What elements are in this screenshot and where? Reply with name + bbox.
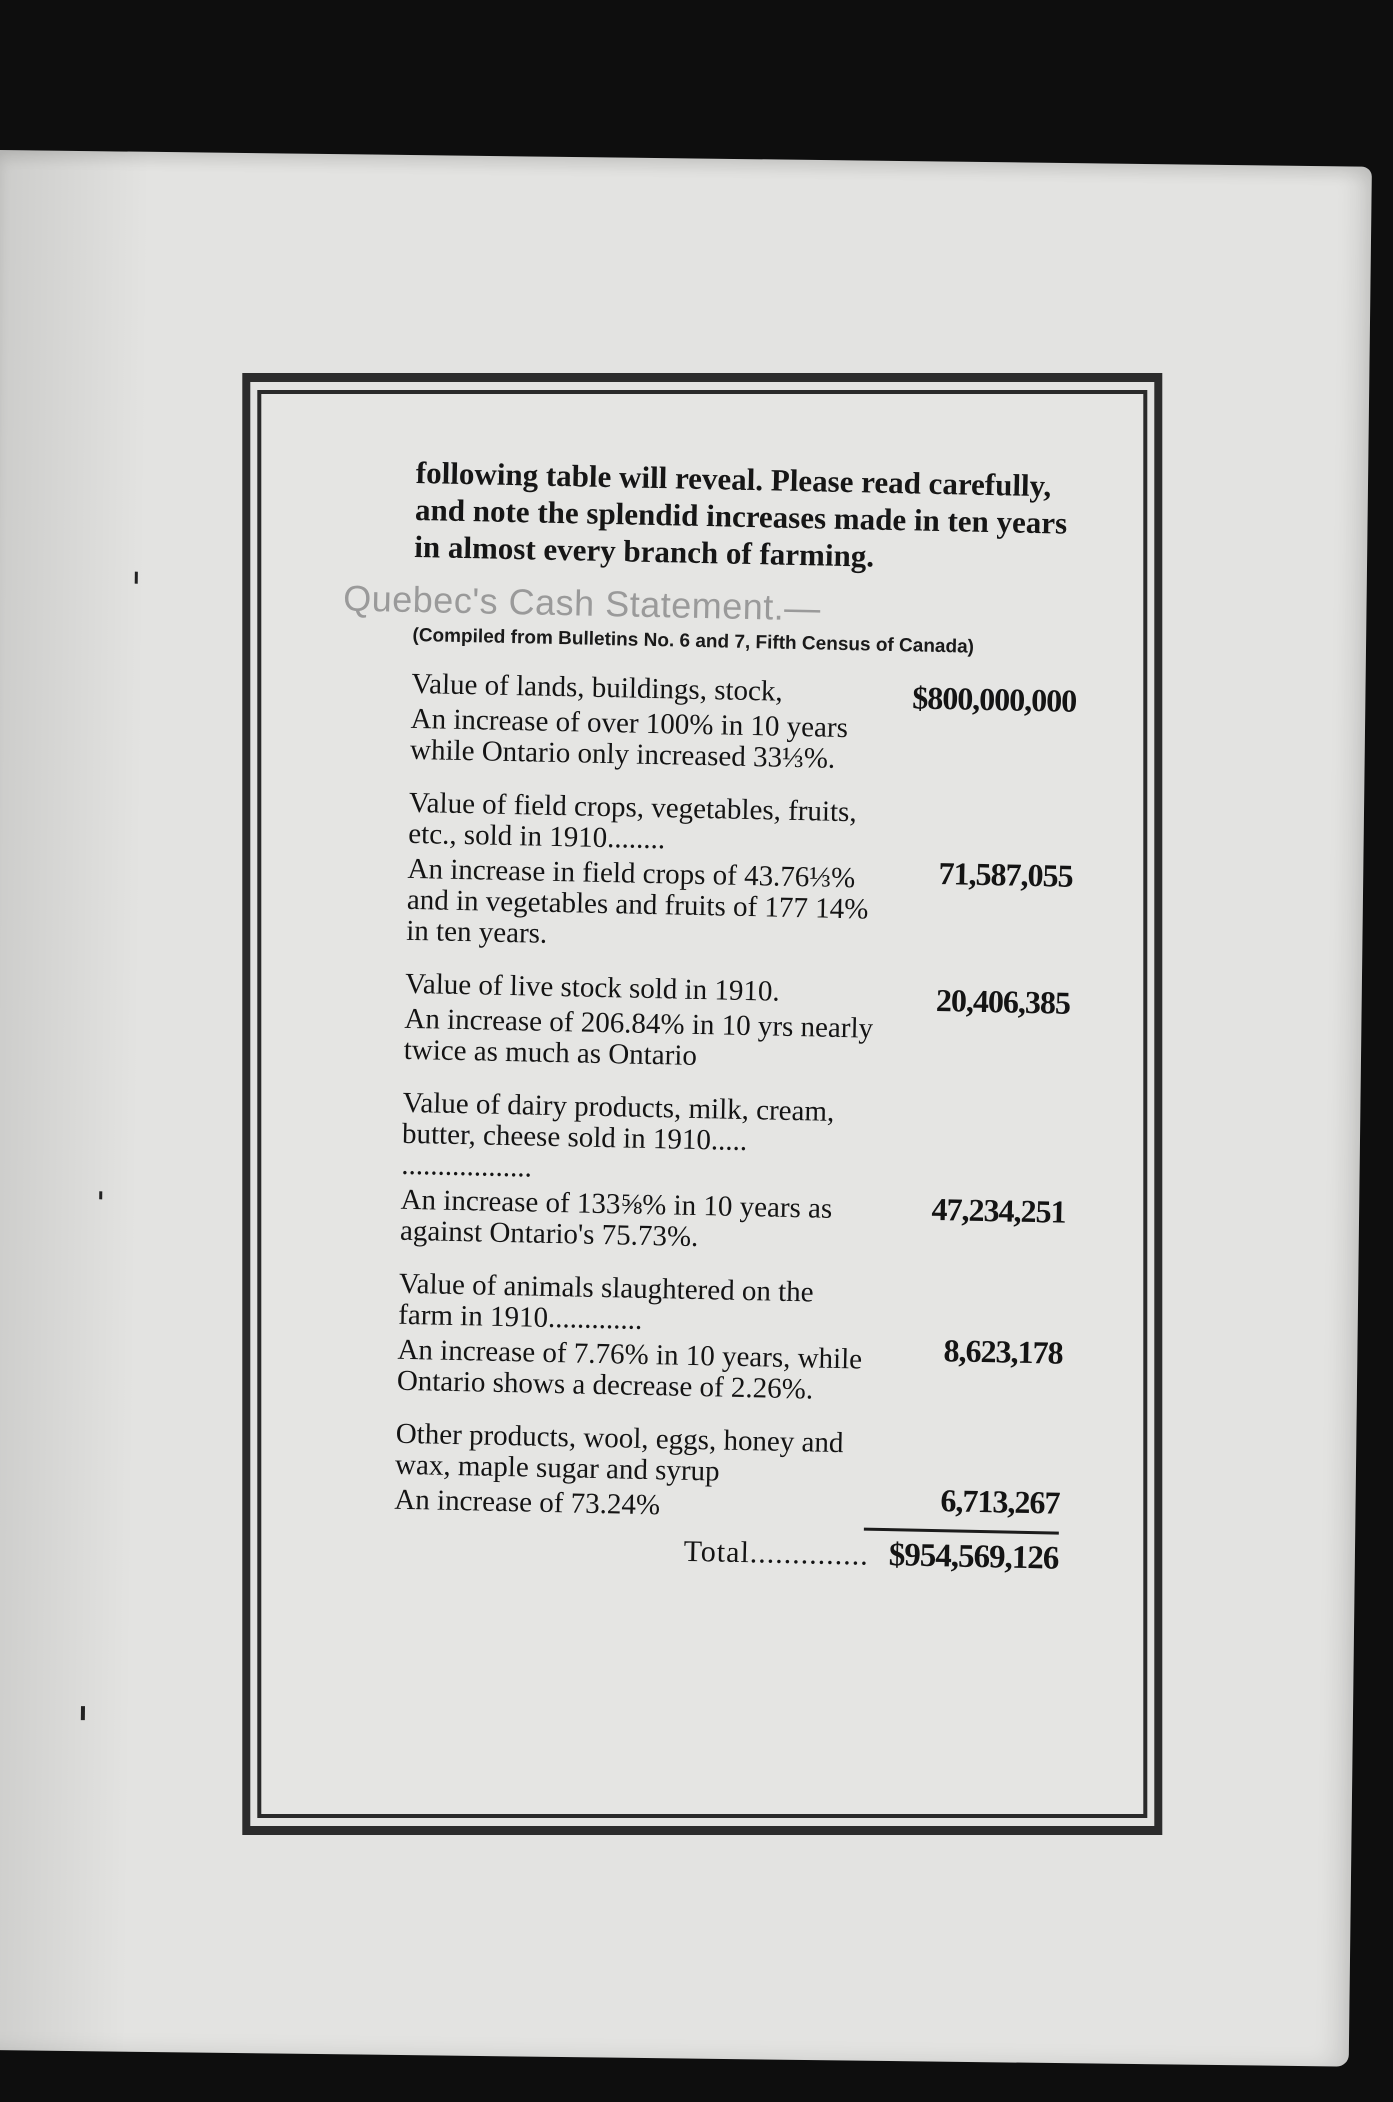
entry-description: Value of dairy products, milk, cream, butter, cheese sold in 1910..... .................. <box>401 1086 835 1184</box>
entry-note: An increase of 73.24% <box>394 1483 661 1522</box>
margin-speck <box>135 572 138 584</box>
entry-dairy <box>400 1088 1068 1261</box>
entry-note: An increase of 206.84% in 10 yrs nearly twice as much as Ontario <box>403 1002 874 1072</box>
entry-description: Value of live stock sold in 1910. <box>404 967 780 1008</box>
entry-amount: 6,713,267 <box>940 1482 1060 1521</box>
entry-amount: 47,234,251 <box>931 1190 1066 1230</box>
entry-note: An increase in field crops of 43.76⅓% and in vegetables and fruits of 177 14% in ten years. <box>405 852 869 950</box>
entry-live-stock <box>403 969 1070 1080</box>
entry-description: Value of lands, buildings, stock, <box>411 667 784 708</box>
entry-note: An increase of 7.76% in 10 years, while Ontario shows a decrease of 2.26%. <box>396 1333 863 1406</box>
entry-note: An increase of over 100% in 10 years while Ontario only increased 33⅓%. <box>409 702 849 775</box>
entry-amount: 8,623,178 <box>943 1332 1063 1371</box>
margin-speck <box>81 1706 85 1720</box>
entry-amount: $800,000,000 <box>911 679 1077 719</box>
total-amount: $954,569,126 <box>888 1537 1059 1577</box>
page-shadow <box>0 150 150 2052</box>
entry-description: Value of field crops, vegetables, fruits, etc., sold in 1910........ <box>408 786 857 856</box>
entry-description: Other products, wool, eggs, honey and wax, maple sugar and syrup <box>394 1417 844 1488</box>
total-label: Total.............. <box>683 1534 870 1572</box>
entry-amount: 20,406,385 <box>935 981 1071 1021</box>
statement-heading: Quebec's Cash Statement.— <box>342 577 822 629</box>
scanned-page <box>0 150 1372 2067</box>
entry-note: An increase of 133⅝% in 10 years as against Ontario's 75.73%. <box>399 1183 833 1254</box>
source-note: (Compiled from Bulletins No. 6 and 7, Fifth Census of Canada) <box>412 624 975 658</box>
statement-content <box>342 454 1081 1578</box>
entry-slaughtered <box>397 1269 1065 1411</box>
entry-field-crops <box>406 788 1074 961</box>
intro-paragraph: following table will reveal. Please read carefully, and note the splendid increases made in ten years in almost every branch of farming. <box>413 454 1068 574</box>
margin-speck <box>99 1191 102 1199</box>
inner-frame <box>257 390 1147 1818</box>
total-row <box>393 1527 1059 1578</box>
entry-other-products <box>394 1419 1061 1530</box>
bordered-frame <box>242 373 1162 1835</box>
entry-lands <box>410 669 1077 780</box>
entry-description: Value of animals slaughtered on the farm in 1910............. <box>397 1267 814 1336</box>
entry-amount: 71,587,055 <box>938 855 1073 894</box>
